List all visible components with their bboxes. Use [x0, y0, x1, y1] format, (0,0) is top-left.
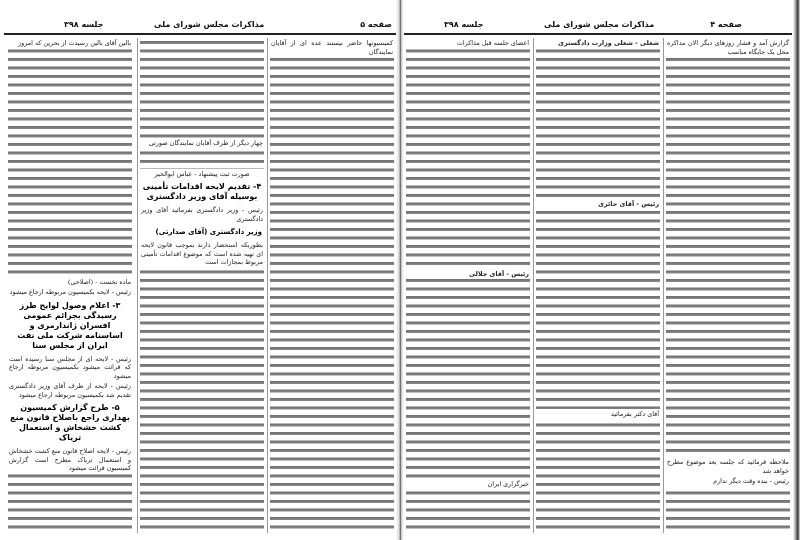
column-divider	[533, 38, 534, 533]
column-divider	[663, 38, 664, 533]
column-text: خبرگزاری ایران	[406, 479, 530, 490]
page-number: صفحه ۴	[710, 20, 742, 29]
speaker-name: وزیر دادگستری (آقای صدارتی)	[140, 224, 264, 240]
column-divider	[267, 38, 268, 533]
page-fold	[396, 0, 404, 540]
speaker-name: رئیس - آقای جلالی	[406, 269, 530, 280]
column-3	[406, 38, 530, 533]
column-text: رئیس - لایحه اصلاح قانون منع کشت خشخاش و استعمال تریاک مطرح است گزارش کمیسیون قرائت میشود	[9, 447, 131, 472]
column-text: ماده نخست - (اصلاحی)	[8, 277, 132, 288]
session-number: جلسه ۳۹۸	[444, 20, 484, 29]
publication-title: مذاکرات مجلس شورای ملی	[544, 20, 655, 29]
column-text: رئیس - وزیر دادگستری بفرمائید آقای وزیر دادگستری	[141, 206, 263, 223]
left-page	[4, 0, 396, 540]
column-text: کمیسیونها حاضر نیستند عده ای از آقایان نمایندگان	[271, 39, 393, 56]
column-text: آقای دکتر بفرمائید	[536, 409, 660, 420]
header-rule	[4, 33, 396, 35]
page-edge	[793, 0, 800, 540]
column-text: شغلی - شغلی وزارت دادگستری	[536, 38, 660, 49]
column-1	[270, 38, 394, 533]
column-text: رئیس - بنده وقت دیگر ندارم	[666, 476, 790, 487]
note-text: صورت ثبت پیشنهاد - عباس ابوالخیر	[140, 169, 264, 180]
page-header	[4, 20, 396, 34]
column-1	[666, 38, 790, 533]
column-2	[140, 38, 264, 533]
column-text: ملاحظه فرمائید که جلسه بعد موضوع مطرح خواهد شد	[667, 458, 789, 475]
column-text: بطوریکه استحضار دارند بموجب قانون لایحه ای تهیه شده است که موضوع اقدامات تأمینی مربوط بمجازات است	[141, 241, 263, 266]
section-heading-4: ۴- تقدیم لایحه اقدامات تأمینی بوسیله آقای وزیر دادگستری	[140, 179, 264, 205]
right-page	[404, 0, 792, 540]
column-text: رئیس - لایحه ای از مجلس سنا رسیده است که قرائت میشود بکمیسیون مربوطه ارجاع میشود	[9, 354, 131, 380]
column-text: رئیس - لایحه از طرف آقای وزیر دادگستری تقدیم شد بکمیسیون مربوطه ارجاع میشود	[9, 382, 131, 399]
column-3	[8, 38, 132, 533]
column-text: چهار دیگر از طرف آقایان نمایندگان صورتی	[140, 138, 264, 149]
page-header	[404, 20, 792, 34]
speaker-name: رئیس - آقای حائری	[536, 199, 660, 210]
column-text: بالین آقای بالین رسیدت از بحرین که امروز	[8, 38, 132, 49]
session-number: جلسه ۳۹۸	[64, 20, 104, 29]
section-heading-5: ۵- طرح گزارش کمیسیون بهداری راجع باصلاح قانون منع کشت خشخاش و استعمال تریاک	[8, 400, 132, 446]
column-text: رئیس - لایحه بکمیسیون مربوطه ارجاع میشود	[9, 288, 131, 296]
publication-title: مذاکرات مجلس شورای ملی	[154, 20, 265, 29]
column-divider	[137, 38, 138, 533]
column-text: اعضای جلسه قبل مذاکرات	[406, 38, 530, 49]
header-rule	[404, 33, 792, 35]
column-2	[536, 38, 660, 533]
column-text: گزارش آمد و فشار روزهای دیگر الان مذاکره محل یک جایگاه مناسب	[667, 39, 789, 56]
section-heading-3: ۳- اعلام وصول لوایح طرز رسیدگی بجرائم عمومی افسران ژاندارمری و اساسنامه شرکت ملی نفت ایران از مجلس سنا	[8, 298, 132, 354]
page-number: صفحه ۵	[360, 20, 392, 29]
